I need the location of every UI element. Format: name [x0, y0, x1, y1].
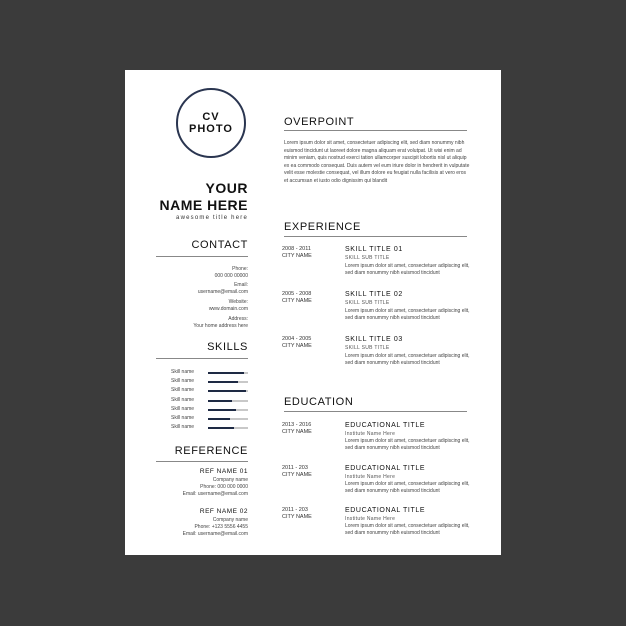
- reference-email[interactable]: Email: username@email.com: [182, 531, 248, 537]
- skill-level-bar: [208, 418, 248, 420]
- skill-level-fill: [208, 418, 230, 420]
- reference-email[interactable]: Email: username@email.com: [182, 491, 248, 497]
- experience-item: [345, 336, 470, 367]
- skill-row: [171, 415, 248, 422]
- skills-heading: SKILLS: [207, 341, 248, 353]
- experience-date: 2008 - 2011: [282, 246, 311, 252]
- experience-date-block: [282, 291, 312, 304]
- reference-name: REF NAME 02: [199, 508, 248, 515]
- education-date-block: [282, 422, 312, 435]
- overpoint-heading: OVERPOINT: [284, 116, 355, 128]
- education-date: 2013 - 2016: [282, 422, 312, 428]
- experience-description: Lorem ipsum dolor sit amet, consectetuer adipiscing elit, sed diam nonummy nibh euismod tincidunt: [345, 353, 470, 366]
- skills-divider: [156, 358, 248, 359]
- skill-name: Skill name: [171, 397, 195, 403]
- education-title: EDUCATIONAL TITLE: [345, 507, 426, 514]
- reference-divider: [156, 461, 248, 462]
- education-divider: [284, 411, 467, 412]
- experience-title: SKILL TITLE 03: [345, 336, 403, 343]
- experience-description: Lorem ipsum dolor sit amet, consectetuer adipiscing elit, sed diam nonummy nibh euismod tincidunt: [345, 263, 470, 276]
- skill-row: [171, 406, 248, 413]
- contact-email-value[interactable]: username@email.com: [197, 289, 248, 295]
- experience-date: 2004 - 2005: [282, 336, 312, 342]
- contact-email-label: Email:: [234, 282, 248, 288]
- experience-divider: [284, 236, 467, 237]
- experience-date: 2005 - 2008: [282, 291, 312, 297]
- contact-website: [209, 299, 248, 313]
- education-institute: Institute Name Here: [345, 474, 396, 480]
- education-description: Lorem ipsum dolor sit amet, consectetuer adipiscing elit, sed diam nonummy nibh euismod tincidunt: [345, 523, 470, 536]
- experience-subtitle: SKILL SUB TITLE: [345, 345, 390, 351]
- experience-title: SKILL TITLE 01: [345, 246, 403, 253]
- skill-level-bar: [208, 390, 248, 392]
- experience-description: Lorem ipsum dolor sit amet, consectetuer adipiscing elit, sed diam nonummy nibh euismod tincidunt: [345, 308, 470, 321]
- contact-website-value[interactable]: www.domain.com: [208, 306, 248, 312]
- contact-address: [193, 316, 248, 330]
- skill-level-fill: [208, 390, 246, 392]
- reference-item: [183, 508, 248, 538]
- reference-heading: REFERENCE: [174, 445, 248, 457]
- skill-level-fill: [208, 409, 236, 411]
- education-description: Lorem ipsum dolor sit amet, consectetuer adipiscing elit, sed diam nonummy nibh euismod tincidunt: [345, 481, 470, 494]
- overpoint-divider: [284, 130, 467, 131]
- skill-row: [171, 378, 248, 385]
- candidate-name: [159, 180, 248, 214]
- education-title: EDUCATIONAL TITLE: [345, 465, 426, 472]
- skill-level-bar: [208, 372, 248, 374]
- experience-date-block: [282, 336, 312, 349]
- education-item: [345, 422, 470, 452]
- education-date-block: [282, 507, 312, 520]
- education-item: [345, 507, 470, 537]
- skill-name: Skill name: [171, 369, 195, 375]
- skill-row: [171, 397, 248, 404]
- skill-row: [171, 369, 248, 376]
- overpoint-text: Lorem ipsum dolor sit amet, consectetuer adipiscing elit, sed diam nonummy nibh euismod tincidunt ut laoreet dolore magna aliquam erat volutpat. Ut wisi enim ad minim veniam, quis nostrud exerci tation ullamcorper suscipit lobortis nisl ut aliquip ex ea commodo consequat. Duis autem vel eum iriure dolor in hendrerit in vulputate velit esse molestie consequat, vel illum dolore eu feugiat nulla facilisis at vero eros et accumsan et iusto odio dignissim qui blandit: [284, 140, 470, 184]
- education-item: [345, 465, 470, 495]
- contact-website-label: Website:: [228, 299, 248, 305]
- reference-company: Company name: [212, 517, 248, 523]
- name-line1: YOUR: [205, 180, 248, 196]
- contact-divider: [156, 256, 248, 257]
- skill-level-fill: [208, 381, 238, 383]
- contact-heading: CONTACT: [191, 239, 248, 251]
- name-line2: NAME HERE: [159, 197, 248, 213]
- skill-level-bar: [208, 381, 248, 383]
- education-date-block: [282, 465, 312, 478]
- education-institute: Institute Name Here: [345, 431, 396, 437]
- education-institute: Institute Name Here: [345, 516, 396, 522]
- skill-level-fill: [208, 427, 234, 429]
- skill-name: Skill name: [171, 424, 195, 430]
- skill-row: [171, 424, 248, 431]
- contact-address-label: Address:: [228, 316, 248, 322]
- skill-level-fill: [208, 372, 244, 374]
- experience-subtitle: SKILL SUB TITLE: [345, 255, 390, 261]
- skill-level-fill: [208, 400, 232, 402]
- contact-phone: [215, 266, 248, 280]
- reference-item: [183, 468, 248, 498]
- reference-company: Company name: [212, 477, 248, 483]
- photo-label-line2: PHOTO: [189, 123, 233, 135]
- candidate-tagline: awesome title here: [176, 215, 248, 221]
- experience-city: CITY NAME: [282, 297, 312, 304]
- resume-page: [125, 70, 501, 555]
- contact-phone-label: Phone:: [232, 266, 248, 272]
- skill-level-bar: [208, 400, 248, 402]
- contact-email: [198, 282, 248, 296]
- education-city: CITY NAME: [282, 471, 312, 478]
- experience-city: CITY NAME: [282, 252, 312, 259]
- education-date: 2011 - 203: [282, 465, 308, 471]
- reference-phone: Phone: +123 5556 4455: [194, 524, 248, 530]
- skill-level-bar: [208, 427, 248, 429]
- experience-title: SKILL TITLE 02: [345, 291, 403, 298]
- skill-name: Skill name: [171, 378, 195, 384]
- experience-heading: EXPERIENCE: [284, 221, 361, 233]
- photo-label-line1: CV: [202, 111, 220, 123]
- education-heading: EDUCATION: [284, 396, 354, 408]
- skill-row: [171, 387, 248, 394]
- contact-phone-value: 000 000 00000: [214, 273, 248, 279]
- experience-item: [345, 246, 470, 277]
- education-city: CITY NAME: [282, 513, 312, 520]
- reference-name: REF NAME 01: [199, 468, 248, 475]
- skill-name: Skill name: [171, 406, 195, 412]
- education-title: EDUCATIONAL TITLE: [345, 422, 426, 429]
- experience-subtitle: SKILL SUB TITLE: [345, 300, 390, 306]
- skill-level-bar: [208, 409, 248, 411]
- education-description: Lorem ipsum dolor sit amet, consectetuer adipiscing elit, sed diam nonummy nibh euismod tincidunt: [345, 438, 470, 451]
- cv-photo-placeholder: [176, 88, 246, 158]
- contact-address-value: Your home address here: [193, 323, 248, 329]
- experience-city: CITY NAME: [282, 342, 312, 349]
- skill-name: Skill name: [171, 387, 195, 393]
- experience-date-block: [282, 246, 312, 259]
- reference-phone: Phone: 000 000 0000: [200, 484, 248, 490]
- education-date: 2011 - 203: [282, 507, 308, 513]
- experience-item: [345, 291, 470, 322]
- skill-name: Skill name: [171, 415, 195, 421]
- education-city: CITY NAME: [282, 428, 312, 435]
